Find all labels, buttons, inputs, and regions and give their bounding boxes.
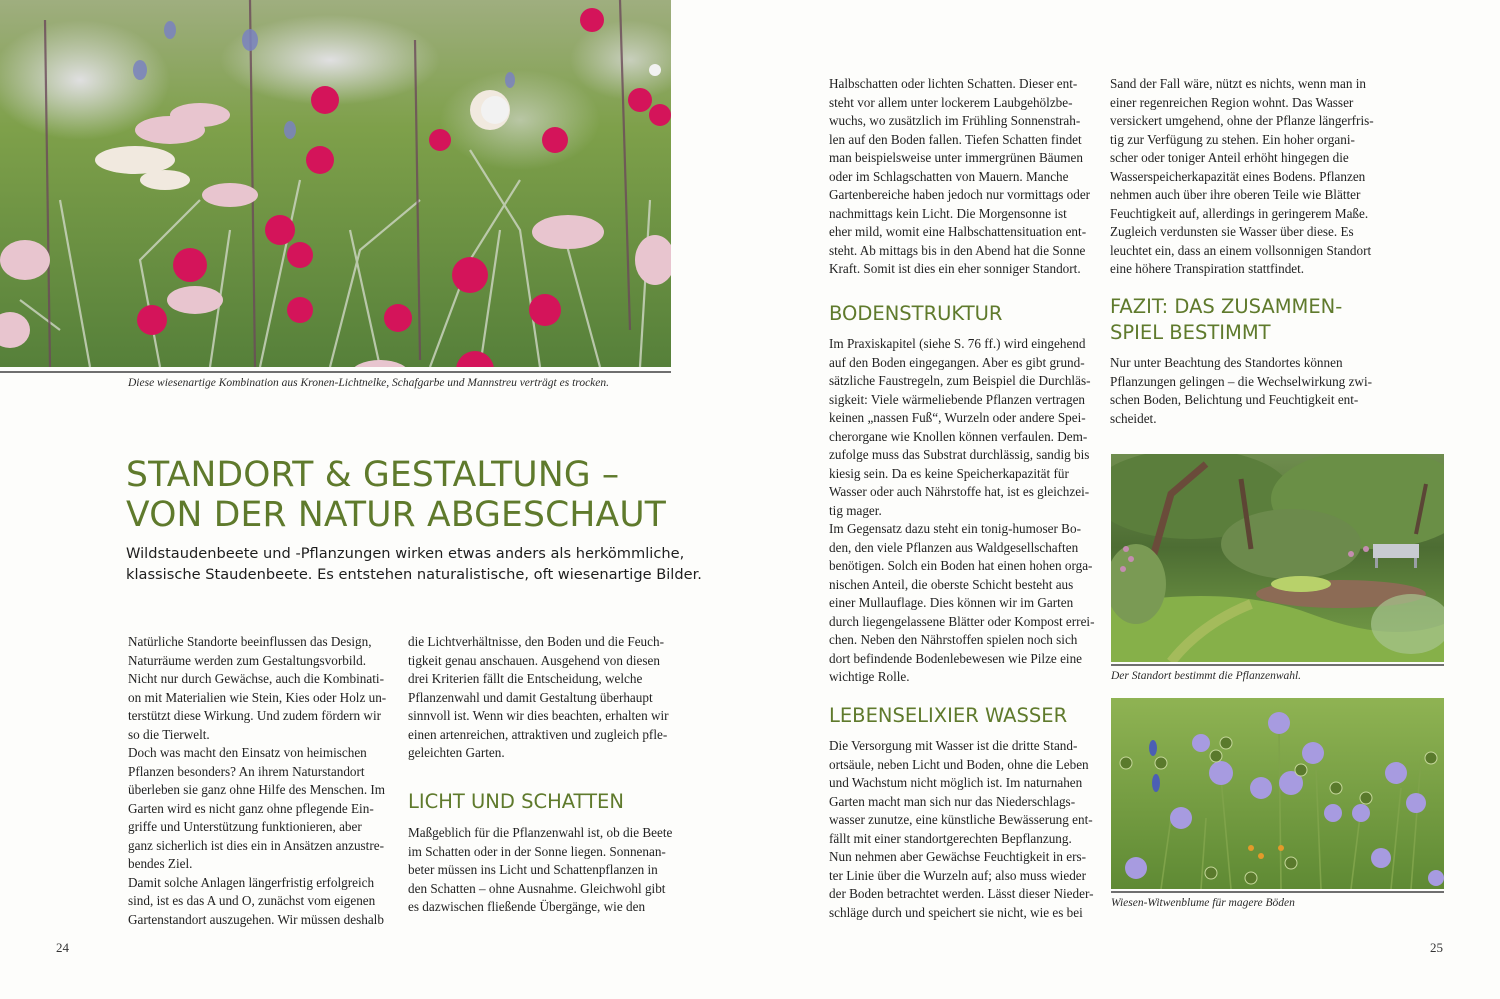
- text-line: Sand der Fall wäre, nützt es nichts, wenn man in: [1110, 76, 1366, 91]
- text-line: nehmen auch über ihre oberen Teile wie Blätter: [1110, 187, 1361, 202]
- text-line: einen artenreichen, attraktiven und zugleich pfle-: [408, 726, 668, 742]
- column-2-body: [408, 633, 669, 763]
- text-line: geleichten Garten.: [408, 745, 505, 760]
- text-line: len auf den Boden fallen. Tiefen Schatten findet: [829, 131, 1082, 147]
- text-line: nischen Anteil, die oberste Schicht besteht aus: [829, 576, 1074, 592]
- text-line: schen Boden, Belichtung und Feuchtigkeit ent-: [1110, 392, 1359, 407]
- text-line: dort befindende Bodenlebewesen wie Pilze eine: [829, 650, 1083, 666]
- fazit-body: [1110, 354, 1372, 428]
- scabiosa-caption-rule: [1111, 891, 1444, 893]
- fazit-heading-line2: SPIEL BESTIMMT: [1110, 321, 1271, 344]
- text-line: keinen „nassen Fuß“, Wurzeln oder andere Spei-: [829, 410, 1086, 425]
- text-line: leuchtet ein, dass an einem vollsonnigen Standort: [1110, 242, 1372, 258]
- column-1-body: [128, 633, 386, 929]
- lead-line: Wildstaudenbeete und -Pflanzungen wirken etwas anders als herkömmliche,: [126, 545, 685, 562]
- text-line: Halbschatten oder lichten Schatten. Dieser ent-: [829, 76, 1078, 91]
- text-line: nachmittags kein Licht. Die Morgensonne ist: [829, 205, 1067, 221]
- text-line: eher mild, womit eine Halbschattensituation ent-: [829, 224, 1087, 239]
- text-line: durch liegengelassene Blätter oder Kompost errei-: [829, 613, 1095, 629]
- text-line: wichtige Rolle.: [829, 669, 910, 684]
- garden-caption: Der Standort bestimmt die Pflanzenwahl.: [1111, 670, 1302, 682]
- text-line: terstützt diese Wirkung. Und zudem fördern wir: [128, 708, 382, 723]
- scabiosa-caption: Wiesen-Witwenblume für magere Böden: [1111, 897, 1295, 909]
- text-line: beter müssen ins Licht und Schattenpflanzen in: [408, 862, 658, 877]
- text-line: sigkeit: Viele wärmeliebende Pflanzen vertragen: [829, 391, 1086, 407]
- heading-fazit: [1110, 294, 1342, 346]
- chapter-title: [126, 455, 666, 535]
- text-line: Im Gegensatz dazu steht ein tonig-humoser Bo-: [829, 521, 1081, 536]
- text-line: Kraft. Somit ist dies ein eher sonniger Standort.: [829, 261, 1081, 276]
- text-line: der Boden betrachtet werden. Lässt dieser Nieder-: [829, 886, 1094, 901]
- heading-licht-und-schatten: LICHT UND SCHATTEN: [408, 790, 624, 813]
- text-line: on mit Materialien wie Stein, Kies oder Holz un-: [128, 689, 387, 705]
- garden-path-illustration: [1111, 454, 1444, 662]
- lebenselixier-wasser-body: [829, 737, 1093, 922]
- heading-bodenstruktur: BODENSTRUKTUR: [829, 302, 1003, 325]
- text-line: eine höhere Transpiration stattfindet.: [1110, 261, 1305, 276]
- text-line: so die Tierwelt.: [128, 726, 210, 742]
- heading-lebenselixier-wasser: LEBENSELIXIER WASSER: [829, 704, 1068, 727]
- text-line: tigkeit genau anschauen. Ausgehend von diesen: [408, 652, 660, 668]
- scabiosa-flowers-illustration: [1111, 698, 1444, 889]
- text-line: sinnvoll ist. Wenn wir dies beachten, erhalten wir: [408, 708, 669, 723]
- text-line: Gartenbereiche haben jedoch nur vormittags oder: [829, 187, 1091, 202]
- text-line: den, den viele Pflanzen aus Waldgesellschaften: [829, 539, 1079, 555]
- text-line: einer Mullauflage. Dies können wir im Garten: [829, 595, 1074, 610]
- text-line: ganz sicherlich ist dies ein in Ansätzen anzustre-: [128, 837, 384, 853]
- text-line: auf den Boden eingegangen. Aber es gibt grund-: [829, 354, 1085, 370]
- text-line: Pflanzungen gelingen – die Wechselwirkung zwi-: [1110, 373, 1373, 389]
- text-line: Die Versorgung mit Wasser ist die dritte Stand-: [829, 738, 1078, 753]
- text-line: Garten wird es nicht ganz ohne pflegende Ein-: [128, 800, 374, 816]
- text-line: bendes Ziel.: [128, 856, 193, 871]
- bodenstruktur-body: [829, 335, 1094, 687]
- text-line: Maßgeblich für die Pflanzenwahl ist, ob die Beete: [408, 825, 673, 840]
- lead-line: klassische Staudenbeete. Es entstehen naturalistische, oft wiesenartige Bilder.: [126, 566, 702, 583]
- text-line: Gartenstandort auszugehen. Wir müssen deshalb: [128, 911, 384, 927]
- chapter-lead: [126, 543, 702, 585]
- text-line: überleben sie ganz ohne Hilfe des Menschen. Im: [128, 782, 386, 797]
- text-line: man beispielsweise unter immergrünen Bäumen: [829, 150, 1083, 165]
- text-line: benötigen. Solch ein Boden hat einen hohen orga-: [829, 558, 1093, 573]
- text-line: es dazwischen fließende Übergänge, wie den: [408, 899, 646, 914]
- text-line: Wasser oder auch Nährstoffe hat, ist es gleichzei-: [829, 484, 1090, 499]
- text-line: scheidet.: [1110, 410, 1157, 426]
- text-line: Nicht nur durch Gewächse, auch die Kombinati-: [128, 671, 384, 686]
- text-line: Wasserspeicherkapazität eines Bodens. Pflanzen: [1110, 168, 1366, 184]
- text-line: ter Linie über die Wurzeln auf; also muss wieder: [829, 867, 1087, 883]
- text-line: griffe und Unterstützung funktionieren, aber: [128, 819, 362, 834]
- text-line: Nun nehmen aber Gewächse Feuchtigkeit in ers-: [829, 849, 1087, 864]
- text-line: tig mager.: [829, 502, 882, 518]
- text-line: wasser zunutze, eine künstliche Bewässerung ent-: [829, 812, 1093, 827]
- garden-photo: [1111, 454, 1444, 662]
- column-3-intro: [829, 75, 1090, 279]
- text-line: tig zur Verfügung zu stehen. Ein hoher organi-: [1110, 131, 1355, 147]
- column-4-intro: [1110, 75, 1374, 279]
- text-line: zufolge muss das Substrat durchlässig, sandig bis: [829, 447, 1090, 462]
- text-line: chen. Neben den Nährstoffen spielen noch sich: [829, 632, 1078, 647]
- text-line: schläge durch und speichert sie nicht, wie es bei: [829, 904, 1083, 920]
- text-line: kiesig sein. Da es keine Speicherkapazität für: [829, 465, 1069, 481]
- text-line: die Lichtverhältnisse, den Boden und die Feuch-: [408, 634, 664, 649]
- licht-schatten-body: [408, 824, 672, 917]
- chapter-title-line2: VON DER NATUR ABGESCHAUT: [126, 495, 667, 535]
- text-line: Zugleich verdunsten sie Wasser über diese. Es: [1110, 224, 1354, 239]
- text-line: steht vor allem unter lockerem Laubgehölzbe-: [829, 94, 1073, 110]
- text-line: Garten macht man sich nur das Niederschlags-: [829, 793, 1076, 809]
- text-line: Pflanzenwahl und damit Gestaltung überhaupt: [408, 689, 653, 705]
- text-line: scher oder toniger Anteil erhöht hingegen die: [1110, 150, 1349, 165]
- hero-caption-rule: [0, 371, 671, 373]
- text-line: Nur unter Beachtung des Standortes können: [1110, 355, 1343, 370]
- text-line: steht. Ab mittags bis in den Abend hat die Sonne: [829, 242, 1086, 258]
- text-line: Natürliche Standorte beeinflussen das Design,: [128, 634, 372, 649]
- hero-caption: Diese wiesenartige Kombination aus Kronen-Lichtnelke, Schafgarbe und Mannstreu verträgt es trocken.: [128, 377, 610, 389]
- hero-meadow-photo: [0, 0, 671, 367]
- text-line: Im Praxiskapitel (siehe S. 76 ff.) wird eingehend: [829, 336, 1086, 351]
- text-line: Naturräume werden zum Gestaltungsvorbild.: [128, 652, 367, 668]
- text-line: sätzliche Faustregeln, zum Beispiel die Durchläs-: [829, 373, 1091, 388]
- text-line: drei Kriterien fällt die Entscheidung, welche: [408, 671, 643, 686]
- text-line: und Wachstum nicht möglich ist. Im naturnahen: [829, 775, 1083, 790]
- scabiosa-photo: [1111, 698, 1444, 889]
- fazit-heading-line1: FAZIT: DAS ZUSAMMEN-: [1110, 295, 1343, 318]
- text-line: versickert umgehend, ohne der Pflanze längerfris-: [1110, 113, 1374, 128]
- text-line: Pflanzen besonders? An ihrem Naturstandort: [128, 763, 365, 779]
- text-line: sind, ist es das A und O, zunächst vom eigenen: [128, 893, 376, 908]
- text-line: im Schatten oder in der Sonne liegen. Sonnenan-: [408, 843, 666, 859]
- text-line: cherorgane wie Knollen können verfaulen. Dem-: [829, 428, 1088, 444]
- text-line: Feuchtigkeit auf, allerdings in geringerem Maße.: [1110, 205, 1369, 221]
- text-line: fällt mit einer standortgerechten Bepflanzung.: [829, 830, 1072, 846]
- text-line: Damit solche Anlagen längerfristig erfolgreich: [128, 874, 375, 890]
- chapter-title-line1: STANDORT & GESTALTUNG –: [126, 455, 620, 495]
- text-line: den Schatten – ohne Ausnahme. Gleichwohl gibt: [408, 880, 666, 896]
- text-line: einer regenreichen Region wohnt. Das Wasser: [1110, 94, 1354, 110]
- garden-caption-rule: [1111, 664, 1444, 666]
- text-line: oder im Schlagschatten von Mauern. Manche: [829, 168, 1069, 184]
- meadow-flowers-illustration: [0, 0, 671, 367]
- text-line: wuchs, wo zusätzlich im Frühling Sonnenstrah-: [829, 113, 1081, 128]
- text-line: ortsäule, neben Licht und Boden, ohne die Leben: [829, 756, 1089, 772]
- page-number-right: 25: [1430, 940, 1443, 955]
- page-number-left: 24: [56, 940, 69, 955]
- text-line: Doch was macht den Einsatz von heimischen: [128, 745, 367, 760]
